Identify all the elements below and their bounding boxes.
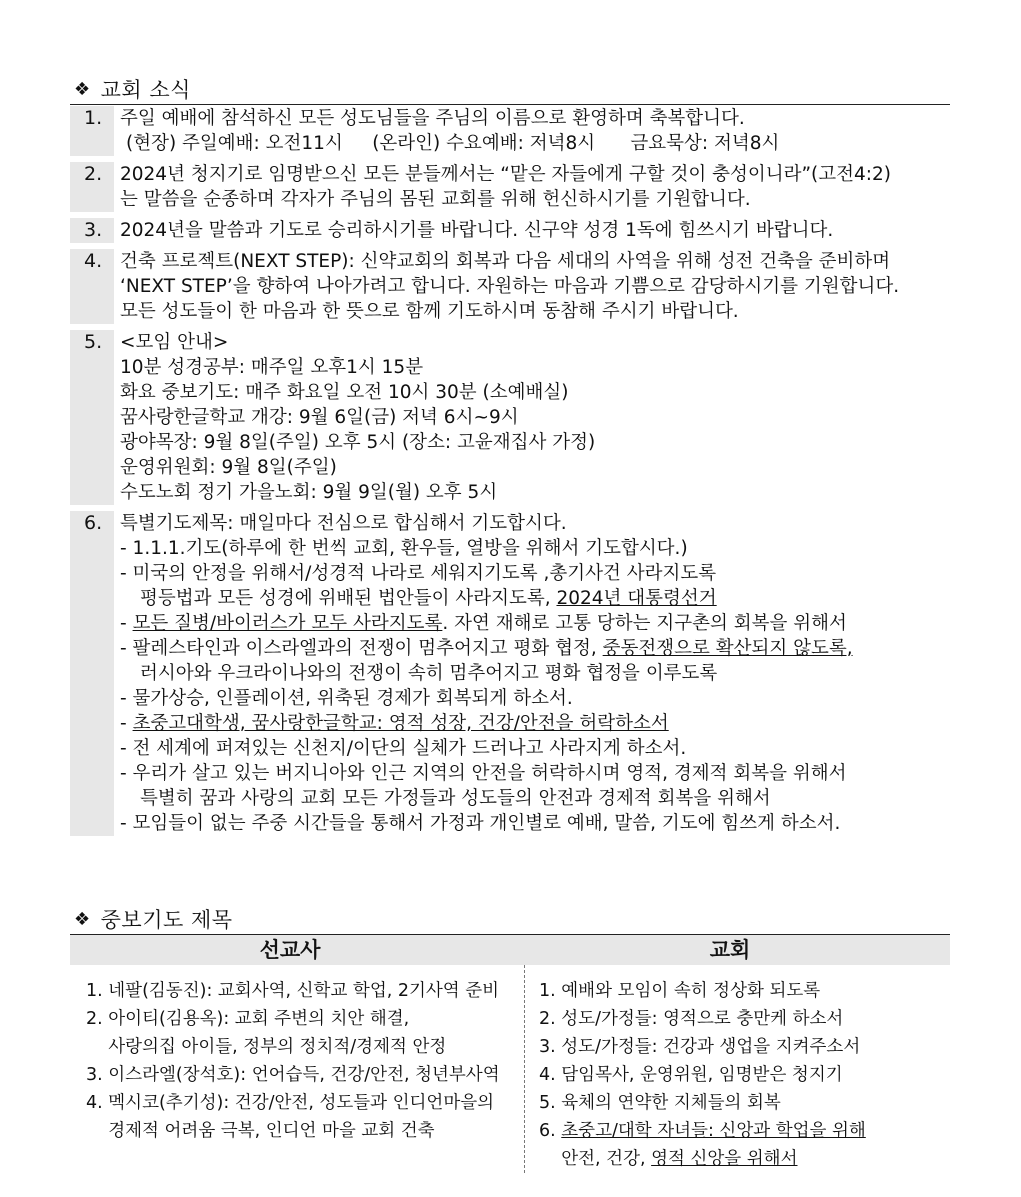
prayer-item-line	[120, 636, 950, 661]
prayer-item-line	[120, 611, 950, 636]
prayer-item-line: - 전 세계에 퍼져있는 신천지/이단의 실체가 드러나고 사라지게 하소서.	[120, 738, 687, 759]
prayer-item-line	[120, 711, 950, 736]
church-item-text: 안전, 건강,	[539, 1149, 652, 1169]
church-column	[525, 965, 950, 1173]
prayer-table	[70, 934, 950, 1173]
missionary-column	[70, 965, 525, 1173]
news-item-line: 2024년을 말씀과 기도로 승리하시기를 바랍니다. 신구약 성경 1독에 힘쓰시기 바랍니다.	[120, 220, 834, 241]
news-item-line: ‘NEXT STEP’을 향하여 나아가려고 합니다. 자원하는 마음과 기쁨으로 감당하시기를 기원합니다.	[120, 276, 900, 297]
news-item-number: 2.	[70, 162, 114, 212]
church-item: 4. 담임목사, 운영위원, 임명받은 청지기	[539, 1065, 843, 1085]
prayer-text: - 팔레스타인과 이스라엘과의 전쟁이 멈추어지고 평화 협정,	[120, 638, 603, 659]
church-column-header: 교회	[709, 938, 751, 962]
news-item-4	[70, 249, 950, 324]
news-item-line: 는 말씀을 순종하며 각자가 주님의 몸된 교회를 위해 헌신하시기를 기원합니다.	[120, 189, 751, 210]
missionary-item: 4. 멕시코(추기성): 건강/안전, 성도들과 인디언마을의	[86, 1093, 495, 1113]
news-title: 교회 소식	[100, 78, 191, 102]
news-item-1	[70, 106, 950, 156]
news-item-line: 건축 프로젝트(NEXT STEP): 신약교회의 회복과 다음 세대의 사역을 위해 성전 건축을 준비하며	[120, 251, 891, 272]
news-item-line: 화요 중보기도: 매주 화요일 오전 10시 30분 (소예배실)	[120, 382, 569, 403]
news-list	[70, 106, 950, 842]
news-item-3	[70, 218, 950, 243]
news-section-title	[74, 74, 191, 104]
prayer-title: 중보기도 제목	[100, 908, 233, 932]
news-item-2	[70, 162, 950, 212]
prayer-item-line: 러시아와 우크라이나와의 전쟁이 속히 멈추어지고 평화 협정을 이루도록	[140, 663, 718, 684]
diamond-bullet-icon: ❖	[74, 908, 91, 930]
prayer-intro-line: 특별기도제목: 매일마다 전심으로 합심해서 기도합시다.	[120, 513, 567, 534]
church-item: 1. 예배와 모임이 속히 정상화 되도록	[539, 981, 821, 1001]
prayer-table-header	[70, 934, 950, 965]
news-item-line: <모임 안내>	[120, 332, 229, 353]
prayer-underlined-text: 모든 질병/바이러스가 모두 사라지도록	[132, 613, 443, 634]
news-item-number: 4.	[70, 249, 114, 324]
church-item	[539, 1145, 950, 1173]
news-item-line: 수도노회 정기 가을노회: 9월 9일(월) 오후 5시	[120, 482, 498, 503]
news-item-number: 5.	[70, 330, 114, 505]
prayer-item-line: 특별히 꿈과 사랑의 교회 모든 가정들과 성도들의 안전과 경제적 회복을 위해서	[140, 788, 771, 809]
prayer-text: 평등법과 모든 성경에 위배된 법안들이 사라지도록,	[140, 588, 557, 609]
church-item: 2. 성도/가정들: 영적으로 충만케 하소서	[539, 1009, 844, 1029]
news-item-5	[70, 330, 950, 505]
prayer-underlined-text: 초중고대학생, 꿈사랑한글학교: 영적 성장, 건강/안전을 허락하소서	[132, 713, 669, 734]
news-item-line: 10분 성경공부: 매주일 오후1시 15분	[120, 357, 424, 378]
church-item-underlined: 초중고/대학 자녀들: 신앙과 학업을 위해	[561, 1121, 866, 1141]
prayer-text: -	[120, 613, 133, 634]
diamond-bullet-icon: ❖	[74, 78, 91, 100]
news-item-line: 운영위원회: 9월 8일(주일)	[120, 457, 337, 478]
news-item-line: 광야목장: 9월 8일(주일) 오후 5시 (장소: 고윤재집사 가정)	[120, 432, 596, 453]
church-item	[539, 1117, 950, 1145]
missionary-item: 경제적 어려움 극복, 인디언 마을 교회 건축	[86, 1121, 435, 1141]
church-item: 3. 성도/가정들: 건강과 생업을 지켜주소서	[539, 1037, 861, 1057]
church-item: 5. 육체의 연약한 지체들의 회복	[539, 1093, 781, 1113]
prayer-item-line: - 물가상승, 인플레이션, 위축된 경제가 회복되게 하소서.	[120, 688, 573, 709]
news-item-line: 모든 성도들이 한 마음과 한 뜻으로 함께 기도하시며 동참해 주시기 바랍니다.	[120, 301, 739, 322]
prayer-text: . 자연 재해로 고통 당하는 지구촌의 회복을 위해서	[442, 613, 847, 634]
news-item-line: 2024년 청지기로 임명받으신 모든 분들께서는 “맡은 자들에게 구할 것이 충성이니라”(고전4:2)	[120, 164, 892, 185]
missionary-item: 3. 이스라엘(장석호): 언어습득, 건강/안전, 청년부사역	[86, 1065, 500, 1085]
news-item-line: 꿈사랑한글학교 개강: 9월 6일(금) 저녁 6시~9시	[120, 407, 519, 428]
prayer-section-title	[74, 904, 233, 934]
prayer-text: -	[120, 713, 133, 734]
church-item-underlined: 영적 신앙을 위해서	[651, 1149, 798, 1169]
news-item-line: (현장) 주일예배: 오전11시 (온라인) 수요예배: 저녁8시 금요묵상: 저녁8시	[126, 133, 780, 154]
prayer-item-line: - 모임들이 없는 주중 시간들을 통해서 가정과 개인별로 예배, 말씀, 기도에 힘쓰게 하소서.	[120, 813, 841, 834]
missionary-item: 2. 아이티(김용옥): 교회 주변의 치안 해결,	[86, 1009, 410, 1029]
news-item-6	[70, 511, 950, 836]
news-item-line: 주일 예배에 참석하신 모든 성도님들을 주님의 이름으로 환영하며 축복합니다.	[120, 108, 745, 129]
prayer-item-line	[120, 586, 950, 611]
church-item-text: 6.	[539, 1121, 562, 1141]
missionary-item: 1. 네팔(김동진): 교회사역, 신학교 학업, 2기사역 준비	[86, 981, 500, 1001]
prayer-item-line: - 1.1.1.기도(하루에 한 번씩 교회, 환우들, 열방을 위해서 기도합시다.)	[120, 538, 688, 559]
news-title-rule	[70, 104, 950, 105]
prayer-underlined-text: 2024년 대통령선거	[556, 588, 717, 609]
prayer-item-line: - 미국의 안정을 위해서/성경적 나라로 세워지기도록 ,총기사건 사라지도록	[120, 563, 717, 584]
news-item-number: 1.	[70, 106, 114, 156]
prayer-underlined-text: 중동전쟁으로 확산되지 않도록,	[602, 638, 853, 659]
missionary-item: 사랑의집 아이들, 정부의 정치적/경제적 안정	[86, 1037, 447, 1057]
missionary-column-header: 선교사	[259, 938, 321, 962]
news-item-number: 6.	[70, 511, 114, 836]
prayer-item-line: - 우리가 살고 있는 버지니아와 인근 지역의 안전을 허락하시며 영적, 경제적 회복을 위해서	[120, 763, 847, 784]
news-item-number: 3.	[70, 218, 114, 243]
